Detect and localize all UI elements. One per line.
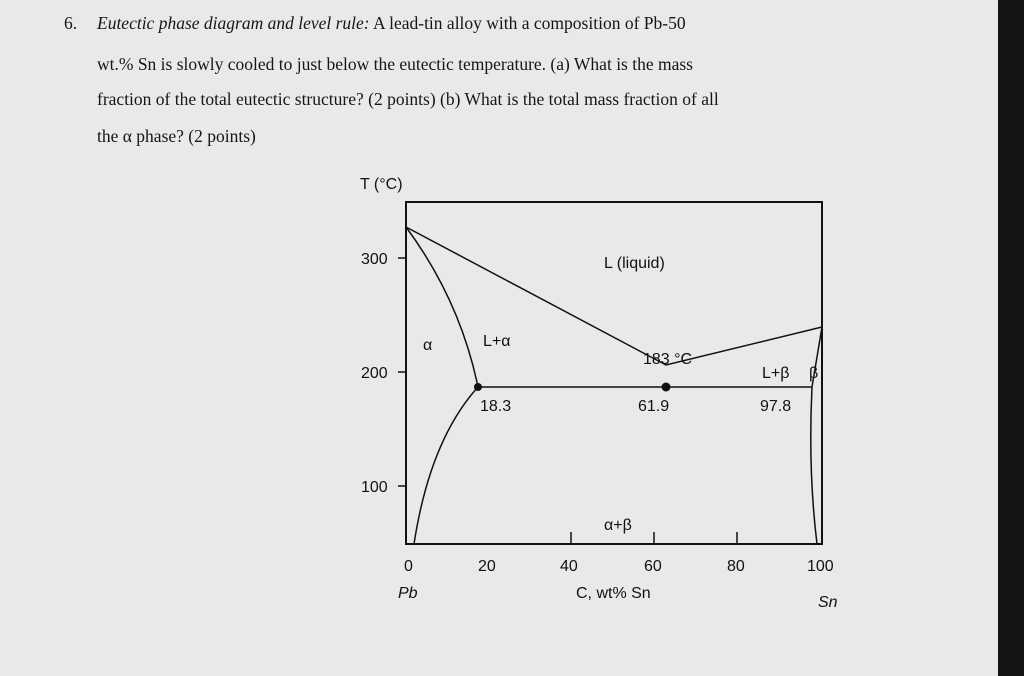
question-line-4: the α phase? (2 points) [97, 126, 256, 146]
region-alpha-beta: α+β [604, 517, 632, 534]
x-tick-label-60: 60 [644, 558, 662, 575]
region-beta: β [809, 365, 819, 382]
question-line-1-text: A lead-tin alloy with a composition of Pb-50 [369, 13, 686, 33]
region-l-beta: L+β [762, 365, 790, 382]
pb-label: Pb [398, 585, 418, 602]
composition-97-8: 97.8 [760, 398, 792, 415]
question-line-3: fraction of the total eutectic structure? (2 points) (b) What is the total mass fraction of all [97, 89, 719, 109]
region-alpha: α [423, 337, 433, 354]
x-tick-label-100: 100 [807, 558, 834, 575]
region-liquid: L (liquid) [604, 255, 665, 272]
x-axis-label: C, wt% Sn [576, 585, 651, 602]
alpha-solidus-line [406, 227, 478, 387]
y-tick-label-300: 300 [361, 251, 388, 268]
question-number: 6. [64, 13, 78, 33]
region-l-alpha: L+α [483, 333, 511, 350]
liquidus-line [406, 227, 822, 365]
eutectic-point [662, 383, 671, 392]
alpha-solvus-line [414, 387, 478, 544]
x-tick-label-20: 20 [478, 558, 496, 575]
x-tick-label-80: 80 [727, 558, 745, 575]
composition-18-3: 18.3 [480, 398, 512, 415]
x-tick-label-40: 40 [560, 558, 578, 575]
beta-solvus-line [811, 387, 817, 544]
question-line-2: wt.% Sn is slowly cooled to just below the eutectic temperature. (a) What is the mass [97, 54, 693, 74]
composition-61-9: 61.9 [638, 398, 670, 415]
alpha-eutectic-point [474, 383, 482, 391]
y-axis-label: T (°C) [360, 176, 403, 193]
x-tick-label-0: 0 [404, 558, 413, 575]
y-tick-label-200: 200 [361, 365, 388, 382]
eutectic-temp-label: 183 °C [643, 351, 693, 368]
plot-frame [406, 202, 822, 544]
y-tick-label-100: 100 [361, 479, 388, 496]
screen-edge [998, 0, 1024, 676]
sn-label: Sn [818, 594, 838, 611]
question-title: Eutectic phase diagram and level rule: [97, 13, 370, 33]
